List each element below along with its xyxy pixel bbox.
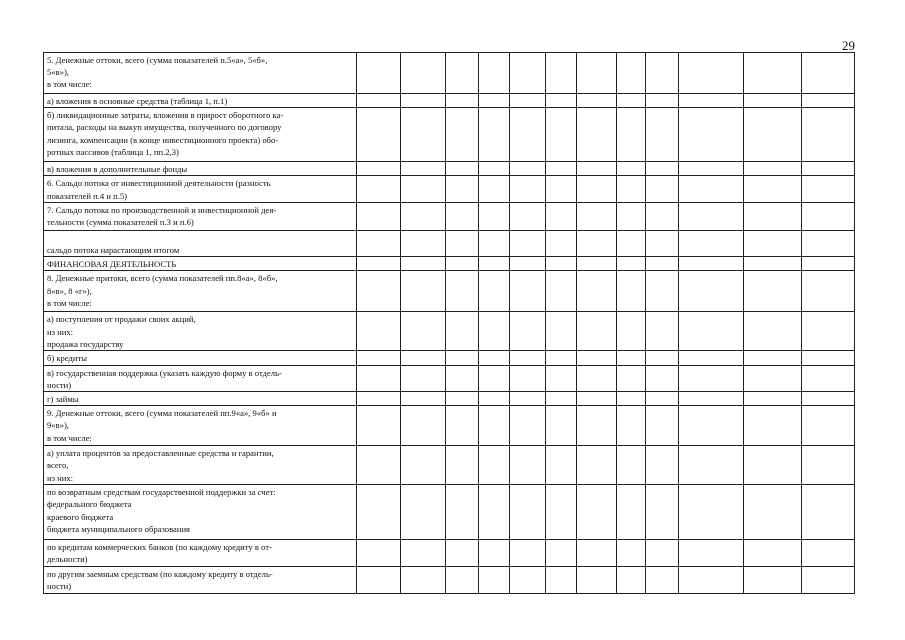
value-cell: [679, 312, 743, 351]
row-label-line: 5«в»),: [47, 67, 69, 78]
row-label-line: ротных пассивов (таблица 1, пп.2,3): [47, 146, 179, 157]
value-cell: [801, 257, 854, 271]
value-cell: [479, 162, 510, 176]
value-cell: [743, 202, 801, 230]
value-cell: [743, 271, 801, 312]
row-label-line: б) ликвидационные затраты, вложения в прирост оборотного ка-: [47, 110, 284, 121]
value-cell: [577, 312, 617, 351]
value-cell: [546, 94, 577, 108]
row-label-line: дельности): [47, 554, 88, 565]
value-cell: [743, 94, 801, 108]
value-cell: [400, 392, 445, 406]
row-label: [44, 230, 357, 256]
table-row: [44, 406, 855, 446]
value-cell: [743, 485, 801, 540]
value-cell: [400, 406, 445, 446]
row-label-line: федерального бюджета: [47, 499, 132, 510]
value-cell: [479, 365, 510, 391]
table-row: [44, 485, 855, 540]
value-cell: [679, 108, 743, 162]
value-cell: [801, 351, 854, 365]
value-cell: [743, 365, 801, 391]
row-label-line: лизинга, компенсации (в конце инвестиционного проекта) обо-: [47, 134, 279, 145]
value-cell: [356, 162, 400, 176]
value-cell: [801, 365, 854, 391]
value-cell: [445, 271, 478, 312]
value-cell: [743, 230, 801, 256]
value-cell: [743, 540, 801, 566]
row-label: [44, 351, 357, 365]
row-label: [44, 53, 357, 94]
value-cell: [479, 257, 510, 271]
value-cell: [479, 566, 510, 593]
value-cell: [801, 566, 854, 593]
value-cell: [546, 312, 577, 351]
value-cell: [679, 351, 743, 365]
value-cell: [801, 162, 854, 176]
value-cell: [445, 53, 478, 94]
value-cell: [546, 202, 577, 230]
row-label-line: [47, 232, 354, 244]
value-cell: [679, 230, 743, 256]
value-cell: [510, 176, 546, 202]
value-cell: [356, 446, 400, 485]
value-cell: [445, 108, 478, 162]
table-row: [44, 540, 855, 566]
value-cell: [400, 202, 445, 230]
row-label-line: по кредитам коммерческих банков (по каждому кредиту в от-: [47, 542, 272, 553]
value-cell: [577, 94, 617, 108]
row-label-line: краевого бюджета: [47, 511, 114, 522]
row-label-line: ФИНАНСОВАЯ ДЕЯТЕЛЬНОСТЬ: [47, 259, 177, 270]
value-cell: [679, 94, 743, 108]
value-cell: [445, 94, 478, 108]
value-cell: [400, 176, 445, 202]
value-cell: [479, 392, 510, 406]
value-cell: [400, 230, 445, 256]
value-cell: [646, 230, 679, 256]
value-cell: [801, 392, 854, 406]
value-cell: [617, 230, 646, 256]
table-row: [44, 94, 855, 108]
value-cell: [617, 365, 646, 391]
value-cell: [510, 312, 546, 351]
value-cell: [617, 392, 646, 406]
value-cell: [617, 351, 646, 365]
table-row: [44, 446, 855, 485]
value-cell: [546, 446, 577, 485]
value-cell: [479, 406, 510, 446]
value-cell: [445, 202, 478, 230]
row-label-line: тельности (сумма показателей п.3 и п.6): [47, 217, 194, 228]
value-cell: [679, 53, 743, 94]
row-label: [44, 108, 357, 162]
row-label-line: показателей п.4 и п.5): [47, 190, 128, 201]
value-cell: [577, 351, 617, 365]
table-row: [44, 53, 855, 94]
row-label: [44, 446, 357, 485]
value-cell: [400, 312, 445, 351]
value-cell: [646, 392, 679, 406]
row-label-line: 8. Денежные притоки, всего (сумма показателей пп.8«а», 8«б»,: [47, 273, 278, 284]
value-cell: [356, 540, 400, 566]
table-row: [44, 392, 855, 406]
row-label: [44, 257, 357, 271]
value-cell: [679, 271, 743, 312]
value-cell: [646, 566, 679, 593]
value-cell: [356, 312, 400, 351]
value-cell: [646, 271, 679, 312]
value-cell: [679, 540, 743, 566]
row-label-line: по другим заемным средствам (по каждому кредиту в отдель-: [47, 568, 273, 579]
value-cell: [577, 365, 617, 391]
row-label-line: продажа государству: [47, 338, 124, 349]
value-cell: [356, 202, 400, 230]
value-cell: [617, 94, 646, 108]
value-cell: [646, 162, 679, 176]
value-cell: [801, 312, 854, 351]
table-row: [44, 162, 855, 176]
value-cell: [743, 446, 801, 485]
row-label-line: 6. Сальдо потока от инвестиционной деятельности (разность: [47, 178, 271, 189]
value-cell: [546, 230, 577, 256]
row-label-line: сальдо потока нарастающим итогом: [47, 245, 180, 256]
value-cell: [356, 230, 400, 256]
row-label-line: г) займы: [47, 394, 79, 405]
value-cell: [356, 406, 400, 446]
row-label: [44, 540, 357, 566]
value-cell: [801, 176, 854, 202]
row-label-line: 5. Денежные оттоки, всего (сумма показателей п.5«а», 5«б»,: [47, 55, 268, 65]
value-cell: [646, 406, 679, 446]
value-cell: [679, 202, 743, 230]
value-cell: [479, 94, 510, 108]
row-label-line: в том числе:: [47, 297, 92, 308]
value-cell: [479, 351, 510, 365]
value-cell: [445, 230, 478, 256]
page-number: 29: [842, 38, 855, 53]
row-label: [44, 485, 357, 540]
value-cell: [577, 162, 617, 176]
table-row: [44, 202, 855, 230]
value-cell: [546, 566, 577, 593]
value-cell: [617, 108, 646, 162]
value-cell: [510, 446, 546, 485]
table-row: [44, 230, 855, 256]
row-label-line: а) уплата процентов за предоставленные средства и гарантии,: [47, 448, 274, 459]
value-cell: [679, 162, 743, 176]
value-cell: [801, 406, 854, 446]
value-cell: [679, 406, 743, 446]
value-cell: [445, 176, 478, 202]
row-label-line: а) вложения в основные средства (таблица 1, п.1): [47, 96, 228, 106]
value-cell: [479, 230, 510, 256]
value-cell: [679, 365, 743, 391]
value-cell: [577, 108, 617, 162]
value-cell: [546, 162, 577, 176]
value-cell: [679, 392, 743, 406]
value-cell: [400, 94, 445, 108]
value-cell: [510, 108, 546, 162]
value-cell: [646, 540, 679, 566]
row-label: [44, 271, 357, 312]
value-cell: [743, 312, 801, 351]
value-cell: [479, 53, 510, 94]
value-cell: [400, 257, 445, 271]
value-cell: [617, 485, 646, 540]
value-cell: [546, 271, 577, 312]
value-cell: [801, 446, 854, 485]
value-cell: [479, 446, 510, 485]
value-cell: [743, 176, 801, 202]
value-cell: [577, 392, 617, 406]
value-cell: [479, 271, 510, 312]
value-cell: [356, 257, 400, 271]
row-label-line: бюджета муниципального образования: [47, 523, 191, 534]
row-label-line: из них:: [47, 472, 74, 483]
value-cell: [510, 485, 546, 540]
table-row: [44, 566, 855, 593]
value-cell: [356, 485, 400, 540]
value-cell: [577, 446, 617, 485]
value-cell: [546, 257, 577, 271]
value-cell: [510, 406, 546, 446]
value-cell: [743, 566, 801, 593]
value-cell: [743, 162, 801, 176]
value-cell: [356, 53, 400, 94]
value-cell: [617, 162, 646, 176]
value-cell: [400, 53, 445, 94]
row-label-line: а) поступления от продажи своих акций,: [47, 314, 196, 325]
row-label-line: 9«в»),: [47, 420, 69, 431]
value-cell: [617, 540, 646, 566]
table-row: [44, 257, 855, 271]
row-label-line: ности): [47, 580, 72, 591]
value-cell: [743, 392, 801, 406]
value-cell: [679, 257, 743, 271]
value-cell: [400, 162, 445, 176]
value-cell: [646, 202, 679, 230]
value-cell: [617, 257, 646, 271]
value-cell: [743, 53, 801, 94]
value-cell: [546, 351, 577, 365]
value-cell: [679, 485, 743, 540]
value-cell: [801, 53, 854, 94]
value-cell: [546, 53, 577, 94]
value-cell: [577, 566, 617, 593]
value-cell: [801, 230, 854, 256]
value-cell: [400, 351, 445, 365]
table-row: [44, 312, 855, 351]
value-cell: [546, 108, 577, 162]
row-label-line: в том числе:: [47, 79, 92, 90]
value-cell: [479, 485, 510, 540]
value-cell: [801, 485, 854, 540]
value-cell: [577, 271, 617, 312]
table-row: [44, 271, 855, 312]
value-cell: [801, 540, 854, 566]
value-cell: [617, 176, 646, 202]
row-label-line: ности): [47, 379, 72, 390]
value-cell: [577, 257, 617, 271]
value-cell: [617, 53, 646, 94]
value-cell: [743, 351, 801, 365]
value-cell: [356, 566, 400, 593]
value-cell: [546, 365, 577, 391]
value-cell: [400, 108, 445, 162]
row-label-line: в) вложения в дополнительные фонды: [47, 164, 188, 175]
cash-flow-table: [43, 52, 855, 594]
value-cell: [510, 230, 546, 256]
value-cell: [400, 566, 445, 593]
value-cell: [577, 540, 617, 566]
value-cell: [445, 257, 478, 271]
value-cell: [356, 176, 400, 202]
value-cell: [743, 406, 801, 446]
row-label-line: по возвратным средствам государственной поддержки за счет:: [47, 487, 276, 498]
value-cell: [646, 108, 679, 162]
value-cell: [577, 176, 617, 202]
value-cell: [510, 365, 546, 391]
value-cell: [646, 53, 679, 94]
value-cell: [479, 312, 510, 351]
value-cell: [617, 446, 646, 485]
value-cell: [801, 271, 854, 312]
value-cell: [356, 351, 400, 365]
value-cell: [445, 392, 478, 406]
value-cell: [510, 392, 546, 406]
row-label-line: 8«в», 8 «г»),: [47, 285, 92, 296]
value-cell: [479, 176, 510, 202]
row-label-line: 9. Денежные оттоки, всего (сумма показателей пп.9«а», 9«б» и: [47, 408, 277, 419]
value-cell: [617, 202, 646, 230]
value-cell: [646, 257, 679, 271]
value-cell: [679, 446, 743, 485]
value-cell: [445, 446, 478, 485]
value-cell: [743, 257, 801, 271]
value-cell: [479, 108, 510, 162]
value-cell: [445, 365, 478, 391]
value-cell: [679, 176, 743, 202]
row-label-line: питала, расходы на выкуп имущества, полученного по договору: [47, 122, 282, 133]
value-cell: [577, 230, 617, 256]
value-cell: [801, 94, 854, 108]
value-cell: [577, 485, 617, 540]
value-cell: [510, 202, 546, 230]
value-cell: [617, 566, 646, 593]
value-cell: [546, 485, 577, 540]
table-row: [44, 108, 855, 162]
value-cell: [646, 446, 679, 485]
value-cell: [445, 406, 478, 446]
value-cell: [510, 94, 546, 108]
value-cell: [546, 392, 577, 406]
row-label-line: из них:: [47, 326, 74, 337]
value-cell: [445, 485, 478, 540]
value-cell: [801, 108, 854, 162]
row-label-line: 7. Сальдо потока по производственной и инвестиционной дея-: [47, 204, 277, 215]
value-cell: [445, 351, 478, 365]
table-row: [44, 365, 855, 391]
value-cell: [577, 202, 617, 230]
value-cell: [546, 540, 577, 566]
value-cell: [356, 271, 400, 312]
value-cell: [400, 485, 445, 540]
value-cell: [445, 566, 478, 593]
value-cell: [356, 365, 400, 391]
value-cell: [743, 108, 801, 162]
table-row: [44, 351, 855, 365]
value-cell: [801, 202, 854, 230]
value-cell: [617, 406, 646, 446]
value-cell: [546, 176, 577, 202]
value-cell: [510, 162, 546, 176]
row-label-line: в том числе:: [47, 432, 92, 443]
row-label: [44, 176, 357, 202]
table-row: [44, 176, 855, 202]
value-cell: [646, 312, 679, 351]
value-cell: [577, 406, 617, 446]
row-label: [44, 566, 357, 593]
value-cell: [479, 202, 510, 230]
value-cell: [356, 108, 400, 162]
value-cell: [546, 406, 577, 446]
value-cell: [679, 566, 743, 593]
value-cell: [510, 351, 546, 365]
value-cell: [646, 351, 679, 365]
row-label: [44, 202, 357, 230]
value-cell: [400, 446, 445, 485]
row-label: [44, 392, 357, 406]
value-cell: [646, 176, 679, 202]
value-cell: [646, 365, 679, 391]
value-cell: [617, 271, 646, 312]
value-cell: [400, 271, 445, 312]
value-cell: [617, 312, 646, 351]
value-cell: [510, 53, 546, 94]
row-label: [44, 406, 357, 446]
value-cell: [510, 566, 546, 593]
value-cell: [445, 312, 478, 351]
value-cell: [510, 257, 546, 271]
value-cell: [510, 540, 546, 566]
row-label: [44, 365, 357, 391]
value-cell: [479, 540, 510, 566]
value-cell: [646, 94, 679, 108]
value-cell: [400, 540, 445, 566]
row-label-line: б) кредиты: [47, 353, 88, 364]
row-label-line: всего,: [47, 460, 69, 471]
value-cell: [510, 271, 546, 312]
row-label: [44, 162, 357, 176]
value-cell: [445, 540, 478, 566]
row-label: [44, 312, 357, 351]
value-cell: [646, 485, 679, 540]
value-cell: [445, 162, 478, 176]
value-cell: [356, 392, 400, 406]
value-cell: [400, 365, 445, 391]
value-cell: [356, 94, 400, 108]
value-cell: [577, 53, 617, 94]
row-label-line: в) государственная поддержка (указать каждую форму в отдель-: [47, 367, 282, 378]
row-label: [44, 94, 357, 108]
